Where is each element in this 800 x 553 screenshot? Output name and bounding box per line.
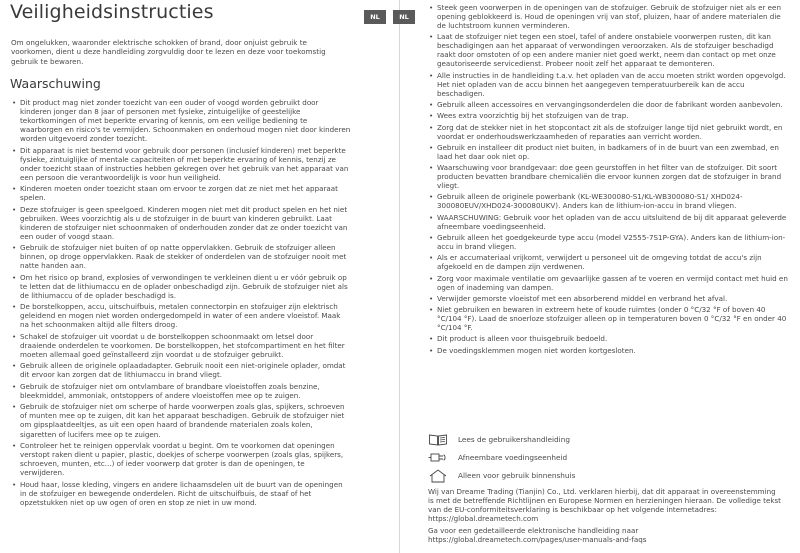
symbol-row bbox=[428, 432, 788, 447]
list-item: • Houd haar, losse kleding, vingers en andere lichaamsdelen uit de buurt van de openingen in de stofzuiger en bewegende onderdelen. Richt de uitschuifbuis, de staaf of het opzetstukken niet op uw ogen of oren en stop ze niet in uw mond. bbox=[11, 480, 351, 507]
list-item: • Zorg voor maximale ventilatie om gevaarlijke gassen af te voeren en vermijd contact met huid en ogen of inademing van dampen. bbox=[428, 274, 790, 292]
list-item: • Waarschuwing voor brandgevaar: doe geen geurstoffen in het filter van de stofzuiger. Dit soort producten bevatten brandbare chemicaliën die ervoor kunnen zorgen dat de stofzuiger in brand vliegt. bbox=[428, 163, 790, 190]
list-item: • Om het risico op brand, explosies of verwondingen te verkleinen dient u er vóór gebruik op te letten dat de lithiumaccu en de oplader onbeschadigd zijn. Gebruik de stofzuiger niet als de lithiumaccu of de oplader beschadigd is. bbox=[11, 273, 351, 300]
list-item: • Controleer het te reinigen oppervlak voordat u begint. Om te voorkomen dat openingen verstopt raken dient u papier, plastic, doekjes of scherpe voorwerpen (zoals glas, spijkers, schroeven, munten, etc...) of ieder voorwerp dat groter is dan de openingen, te verwijderen. bbox=[11, 441, 351, 477]
list-item: • Gebruik alleen de originele oplaadadapter. Gebruik nooit een niet-originele oplader, omdat dit ervoor kan zorgen dat de lithiumaccu in brand vliegt. bbox=[11, 361, 351, 379]
list-item: • Gebruik de stofzuiger niet buiten of op natte oppervlakken. Gebruik de stofzuiger alleen binnen, op droge oppervlakken. Raak de stekker of onderdelen van de stofzuiger nooit met natte handen aan. bbox=[11, 243, 351, 270]
list-item: • WAARSCHUWING: Gebruik voor het opladen van de accu uitsluitend de bij dit apparaat geleverde afneembare voedingseenheid. bbox=[428, 213, 790, 231]
language-badge: NL bbox=[393, 10, 415, 24]
list-item: • Alle instructies in de handleiding t.a.v. het opladen van de accu moeten strikt worden opgevolgd. Het niet opladen van de accu binnen het aangegeven temperatuurbereik kan de accu beschadigen. bbox=[428, 71, 790, 98]
list-item: • Gebruik alleen de originele powerbank (KL-WE300080-S1/KL-WB300080-S1/ XHD024-300080EUV/XHD024-300080UKV). Anders kan de lithium-ion-accu in brand vliegen. bbox=[428, 192, 790, 210]
list-item: • Laat de stofzuiger niet tegen een stoel, tafel of andere onstabiele voorwerpen rusten, dit kan beschadigingen aan het apparaat of verwondingen veroorzaken. Als de stofzuiger beschadigd raakt door omstoten of op een andere manier niet goed werkt, neem dan contact op met onze geautoriseerde servicedienst. Probeer nooit zelf het apparaat te demonteren. bbox=[428, 32, 790, 68]
list-item: • Kinderen moeten onder toezicht staan om ervoor te zorgen dat ze niet met het apparaat spelen. bbox=[11, 184, 351, 202]
intro-paragraph: Om ongelukken, waaronder elektrische schokken of brand, door onjuist gebruik te voorkomen, dient u deze handleiding zorgvuldig door te lezen en deze voor toekomstig gebruik te bewaren. bbox=[11, 38, 326, 66]
list-item: • Gebruik de stofzuiger niet om scherpe of harde voorwerpen zoals glas, spijkers, schroeven of munten mee op te zuigen, dit kan het apparaat beschadigen. Gebruik de stofzuiger niet om gipsplaatdeeltjes, as uit een open haard of brandende materialen zoals kolen, sigaretten of lucifers mee op te zuigen. bbox=[11, 402, 351, 438]
warning-list bbox=[11, 98, 351, 509]
list-item: • Niet gebruiken en bewaren in extreem hete of koude ruimtes (onder 0 °C/32 °F of boven 40 °C/104 °F). Laad de snoerloze stofzuiger alleen op in temperaturen boven 0 °C/32 °F en onder 40 °C/104 °F. bbox=[428, 305, 790, 332]
page-title: Veiligheidsinstructies bbox=[10, 1, 214, 23]
warning-heading: Waarschuwing bbox=[10, 76, 101, 91]
symbol-row bbox=[428, 468, 788, 483]
house-icon bbox=[428, 469, 448, 482]
symbol-legend bbox=[428, 432, 788, 486]
list-item: • Gebruik alleen accessoires en vervangingsonderdelen die door de fabrikant worden aanbevolen. bbox=[428, 100, 790, 109]
symbol-label: Lees de gebruikershandleiding bbox=[458, 435, 570, 444]
warning-list-continued bbox=[428, 3, 790, 357]
list-item: • Wees extra voorzichtig bij het stofzuigen van de trap. bbox=[428, 111, 790, 120]
power-supply-icon bbox=[428, 451, 448, 464]
list-item: • Verwijder gemorste vloeistof met een absorberend middel en verbrand het afval. bbox=[428, 294, 790, 303]
symbol-label: Afneembare voedingseenheid bbox=[458, 453, 568, 462]
list-item: • Steek geen voorwerpen in de openingen van de stofzuiger. Gebruik de stofzuiger niet als er een opening geblokkeerd is. Houd de openingen vrij van stof, pluizen, haar of andere materialen die de luchtstroom kunnen verminderen. bbox=[428, 3, 790, 30]
list-item: • Schakel de stofzuiger uit voordat u de borstelkoppen schoonmaakt om letsel door draaiende onderdelen te voorkomen. De borstelkoppen, het stofcompartiment en het filter moeten allemaal goed geïnstalleerd zijn voordat u de stofzuiger gebruikt. bbox=[11, 332, 351, 359]
list-item: • Gebruik de stofzuiger niet om ontvlambare of brandbare vloeistoffen zoals benzine, bleekmiddel, ammoniak, ontstoppers of andere vloeistoffen mee op te zuigen. bbox=[11, 382, 351, 400]
list-item: • Dit product mag niet zonder toezicht van een ouder of voogd worden gebruikt door kinderen jonger dan 8 jaar of personen met fysieke, zintuigelijke of geestelijke tekortkomingen of met beperkte ervaring of kennis, om een veilige bediening te waarborgen en risico's te vermijden. Schoonmaken en onderhoud mogen niet door kinderen worden uitgevoerd zonder toezicht. bbox=[11, 98, 351, 143]
list-item: • Dit product is alleen voor thuisgebruik bedoeld. bbox=[428, 334, 790, 343]
list-item: • Zorg dat de stekker niet in het stopcontact zit als de stofzuiger lange tijd niet gebruikt wordt, en voordat er onderhoudswerkzaamheden of reparaties aan verricht worden. bbox=[428, 123, 790, 141]
symbol-row bbox=[428, 450, 788, 465]
list-item: • Als er accumateriaal vrijkomt, verwijdert u personeel uit de omgeving totdat de accu's zijn afgekoeld en de dampen zijn verdwenen. bbox=[428, 253, 790, 271]
list-item: • Dit apparaat is niet bestemd voor gebruik door personen (inclusief kinderen) met beperkte fysieke, zintuiglijke of mentale capaciteiten of met beperkte ervaring of kennis, tenzij ze onder toezicht staan of instructies hebben gekregen over het gebruik van het apparaat van een persoon die verantwoordelijk is voor hun veiligheid. bbox=[11, 146, 351, 182]
list-item: • Gebruik en installeer dit product niet buiten, in badkamers of in de buurt van een zwembad, en laad het daar ook niet op. bbox=[428, 143, 790, 161]
conformity-declaration: Wij van Dreame Trading (Tianjin) Co., Ltd. verklaren hierbij, dat dit apparaat in overeenstemming is met de betreffende Richtlijnen en Europese Normen en herzieningen hieraan. De volledige tekst van de EU-conformiteitsverklaring is beschikbaar op het volgende internetadres: https://global.dreametech.com bbox=[428, 487, 781, 524]
list-item: • De voedingsklemmen mogen niet worden kortgesloten. bbox=[428, 346, 790, 355]
list-item: • De borstelkoppen, accu, uitschuifbuis, metalen connectorpin en stofzuiger zijn elektrisch geleidend en mogen niet worden ondergedompeld in water of een andere vloeistof. Maak na het schoonmaken altijd alle filters droog. bbox=[11, 302, 351, 329]
online-manual-note: Ga voor een gedetailleerde elektronische handleiding naar https://global.dreametech.com/pages/user-manuals-and-faqs bbox=[428, 526, 647, 545]
symbol-label: Alleen voor gebruik binnenshuis bbox=[458, 471, 576, 480]
list-item: • Deze stofzuiger is geen speelgoed. Kinderen mogen niet met dit product spelen en het niet gebruiken. Wees voorzichtig als u de stofzuiger in de buurt van kinderen gebruikt. Laat kinderen de stofzuiger niet schoonmaken of onderhouden zonder dat ze onder toezicht van een ouder of voogd staan. bbox=[11, 205, 351, 241]
language-badge: NL bbox=[364, 10, 386, 24]
manual-book-icon bbox=[428, 433, 448, 446]
list-item: • Gebruik alleen het goedgekeurde type accu (model V2555-7S1P-GYA). Anders kan de lithium-ion-accu in brand vliegen. bbox=[428, 233, 790, 251]
